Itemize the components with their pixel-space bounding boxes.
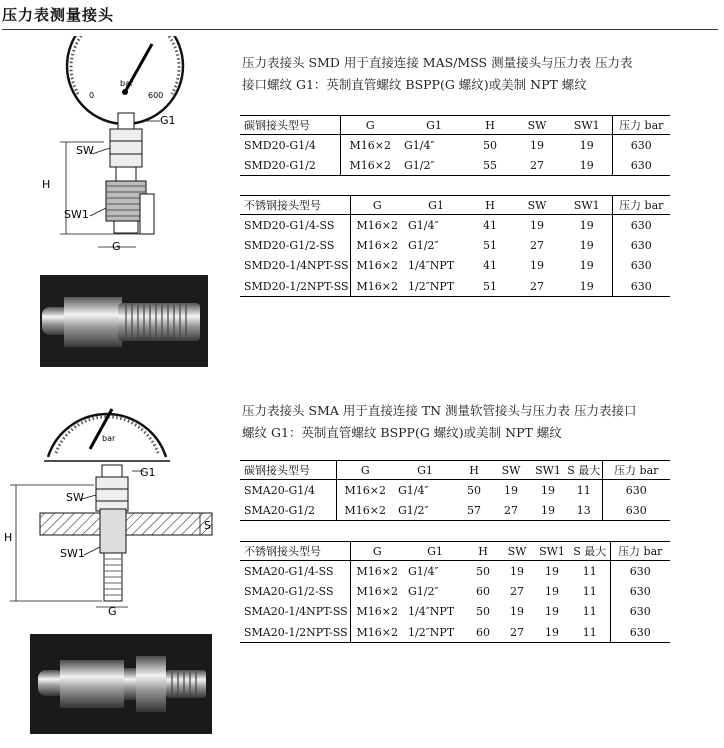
column-header: H (468, 116, 512, 135)
table-cell: M16×2 (350, 622, 404, 643)
table-cell: 630 (612, 155, 670, 176)
table-cell: 19 (530, 259, 544, 273)
table-cell: 11 (582, 605, 597, 619)
table-cell: 27 (512, 155, 562, 176)
table-cell: G1/4″ (398, 483, 429, 497)
column-header: SW (512, 116, 562, 135)
label-sw: SW (66, 491, 84, 504)
label-sw1: SW1 (64, 208, 89, 221)
table-cell: G1/2″ (400, 155, 468, 176)
column-header: SW (512, 196, 562, 215)
label-h: H (4, 531, 13, 544)
label-s: S (204, 519, 211, 532)
table-cell: 41 (483, 218, 497, 232)
table-cell: 19 (545, 605, 559, 619)
table-header-row (240, 116, 670, 135)
column-header: SW1 (534, 542, 570, 561)
table-row (240, 602, 670, 623)
sma-description-line-2: 螺纹 G1：英制直管螺纹 BSPP(G 螺纹)或美制 NPT 螺纹 (242, 425, 562, 440)
port-body (140, 194, 154, 234)
table-cell: SMA20-G1/4-SS (240, 561, 350, 582)
table-row (240, 561, 670, 582)
table-cell: G1/2″ (394, 500, 456, 521)
table-cell: 19 (545, 564, 559, 578)
column-header: SW1 (530, 461, 566, 480)
sma-technical-drawing (4, 395, 216, 617)
table-cell: 630 (610, 561, 670, 582)
table-cell: 630 (612, 235, 670, 256)
table-cell: M16×2 (336, 500, 394, 521)
table-cell: M16×2 (350, 276, 404, 297)
table-cell: SMD20-G1/4 (240, 135, 340, 156)
neck (116, 167, 136, 181)
label-sw: SW (76, 144, 94, 157)
table-cell: SMD20-G1/2 (240, 155, 340, 176)
label-h: H (42, 178, 51, 191)
table-cell: 19 (541, 483, 555, 497)
table-cell: 630 (612, 256, 670, 277)
smd-description (242, 52, 633, 96)
table-cell: 1/4″NPT (408, 605, 455, 619)
table-cell: 11 (570, 622, 610, 643)
table-cell: M16×2 (356, 218, 398, 232)
table-cell: 19 (504, 483, 518, 497)
table-cell: 27 (492, 500, 530, 521)
table-cell: SMA20-G1/2-SS (240, 581, 350, 602)
column-header: S 最大 (566, 461, 602, 480)
panel-wall-left (40, 513, 104, 535)
table-cell: 60 (476, 584, 490, 598)
table-cell: 1/2″NPT (404, 622, 466, 643)
gauge-needle-hub (122, 89, 128, 95)
label-g1: G1 (140, 466, 156, 479)
table-cell: SMD20-1/2NPT-SS (240, 276, 350, 297)
table-cell: G1/4″ (408, 218, 439, 232)
column-header: SW (500, 542, 534, 561)
table-cell: 41 (483, 259, 497, 273)
column-header: 不锈钢接头型号 (240, 196, 350, 215)
column-header: S 最大 (570, 542, 610, 561)
table-row (240, 256, 670, 277)
table-cell: M16×2 (356, 584, 398, 598)
table-cell: G1/4″ (404, 138, 435, 152)
table-cell: M16×2 (340, 155, 400, 176)
dial-mark-max: 600 (148, 91, 164, 100)
table-cell: 57 (456, 500, 492, 521)
table-cell: 50 (476, 605, 490, 619)
table-cell: 51 (468, 276, 512, 297)
hex-body-sw (110, 129, 142, 167)
table-cell: 27 (530, 238, 544, 252)
table-row (240, 135, 670, 156)
table-header-row (240, 461, 670, 480)
table-cell: 19 (534, 622, 570, 643)
column-header: G (336, 461, 394, 480)
table-cell: 630 (610, 602, 670, 623)
table-cell: 50 (476, 564, 490, 578)
table-cell: M16×2 (356, 259, 398, 273)
table-cell: 55 (468, 155, 512, 176)
table-cell: 19 (530, 138, 544, 152)
table-cell: 19 (545, 584, 559, 598)
table-cell: SMD20-G1/2-SS (240, 235, 350, 256)
table-row (240, 581, 670, 602)
table-cell: M16×2 (349, 138, 391, 152)
sma-description (242, 400, 637, 444)
smd-product-photo (40, 275, 208, 367)
table-cell: 630 (610, 622, 670, 643)
table-cell: SMA20-1/2NPT-SS (240, 622, 350, 643)
table-cell: 19 (510, 564, 524, 578)
table-cell: SMA20-G1/2 (240, 500, 336, 521)
column-header: G1 (394, 461, 456, 480)
column-header: G1 (400, 116, 468, 135)
table-cell: 50 (483, 138, 497, 152)
column-header: H (456, 461, 492, 480)
sma-carbon-steel-table (240, 460, 670, 521)
table-row (240, 235, 670, 256)
table-cell: 50 (467, 483, 481, 497)
smd-description-line-1: 压力表接头 SMD 用于直接连接 MAS/MSS 测量接头与压力表 压力表 (242, 55, 633, 70)
column-header: 压力 bar (610, 542, 670, 561)
smd-description-line-2: 接口螺纹 G1：英制直管螺纹 BSPP(G 螺纹)或美制 NPT 螺纹 (242, 77, 587, 92)
table-cell: 630 (602, 480, 670, 501)
column-header: G1 (404, 196, 468, 215)
bulkhead-nut-sw1 (100, 509, 126, 553)
table-cell: 13 (566, 500, 602, 521)
table-cell: G1/4″ (408, 564, 439, 578)
column-header: 压力 bar (612, 116, 670, 135)
column-header: G (350, 196, 404, 215)
label-sw1: SW1 (60, 547, 85, 560)
column-header: G1 (404, 542, 466, 561)
table-cell: G1/2″ (408, 238, 439, 252)
column-header: H (468, 196, 512, 215)
column-header: G (350, 542, 404, 561)
table-cell: 19 (579, 218, 594, 232)
table-cell: M16×2 (356, 605, 398, 619)
column-header: 碳钢接头型号 (240, 461, 336, 480)
gauge-stem (118, 113, 134, 129)
column-header: 碳钢接头型号 (240, 116, 340, 135)
column-header: H (466, 542, 500, 561)
smd-stainless-steel-table (240, 195, 670, 297)
smd-carbon-steel-table (240, 115, 670, 176)
page-title: 压力表测量接头 (2, 6, 115, 24)
table-cell: M16×2 (356, 564, 398, 578)
sma-product-photo (30, 634, 212, 734)
table-cell: SMD20-G1/4-SS (240, 215, 350, 236)
table-cell: 1/4″NPT (408, 259, 455, 273)
table-cell: 60 (466, 622, 500, 643)
column-header: SW1 (562, 116, 612, 135)
title-divider (2, 29, 718, 30)
panel-wall-right (124, 513, 212, 535)
table-cell: 630 (612, 276, 670, 297)
table-header-row (240, 542, 670, 561)
table-cell: 630 (612, 215, 670, 236)
gauge-stem (102, 465, 122, 477)
table-row (240, 276, 670, 297)
column-header: G (340, 116, 400, 135)
table-cell: 19 (562, 155, 612, 176)
table-cell: 630 (610, 581, 670, 602)
table-cell: G1/2″ (408, 584, 439, 598)
sma-stainless-steel-table (240, 541, 670, 643)
table-cell: SMD20-1/4NPT-SS (240, 256, 350, 277)
column-header: SW1 (562, 196, 612, 215)
sma-description-line-1: 压力表接头 SMA 用于直接连接 TN 测量软管接头与压力表 压力表接口 (242, 403, 637, 418)
table-cell: 1/2″NPT (404, 276, 468, 297)
table-cell: 19 (510, 605, 524, 619)
table-cell: 630 (612, 135, 670, 156)
column-header: SW (492, 461, 530, 480)
table-cell: M16×2 (344, 483, 386, 497)
table-cell: 19 (530, 500, 566, 521)
table-cell: SMA20-1/4NPT-SS (240, 602, 350, 623)
label-g: G (108, 605, 117, 617)
label-g: G (112, 240, 121, 253)
table-cell: 19 (562, 276, 612, 297)
table-cell: 11 (576, 483, 591, 497)
table-cell: M16×2 (356, 238, 398, 252)
dial-mark-unit: bar (102, 434, 116, 443)
table-cell: 51 (483, 238, 497, 252)
table-cell: 630 (602, 500, 670, 521)
table-header-row (240, 196, 670, 215)
table-cell: 27 (512, 276, 562, 297)
table-cell: 19 (579, 238, 594, 252)
table-cell: 19 (579, 259, 594, 273)
dial-mark-zero: 0 (89, 91, 95, 100)
table-cell: 11 (582, 584, 597, 598)
table-cell: 27 (500, 622, 534, 643)
table-row (240, 622, 670, 643)
table-row (240, 500, 670, 521)
hex-body-sw (96, 477, 128, 511)
dial-mark-unit: bar (120, 79, 134, 88)
column-header: 压力 bar (602, 461, 670, 480)
smd-technical-drawing (40, 36, 215, 261)
table-row (240, 215, 670, 236)
table-row (240, 155, 670, 176)
table-cell: SMA20-G1/4 (240, 480, 336, 501)
table-cell: 19 (579, 138, 594, 152)
table-row (240, 480, 670, 501)
table-cell: 27 (510, 584, 524, 598)
column-header: 压力 bar (612, 196, 670, 215)
thread-g (114, 221, 138, 233)
column-header: 不锈钢接头型号 (240, 542, 350, 561)
table-cell: 19 (530, 218, 544, 232)
table-cell: 11 (582, 564, 597, 578)
label-g1: G1 (160, 114, 176, 127)
